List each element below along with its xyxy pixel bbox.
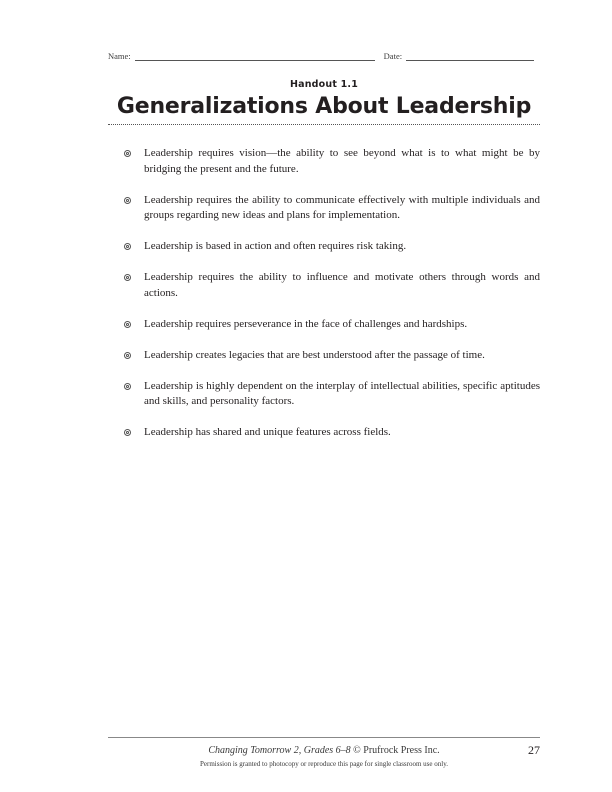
list-item xyxy=(124,239,540,255)
bullet-icon xyxy=(124,274,131,281)
list-item xyxy=(124,425,540,441)
page-number: 27 xyxy=(528,743,540,757)
list-item-text: Leadership is based in action and often requires risk taking. xyxy=(144,240,407,252)
list-item-text: Leadership requires vision—the ability to see beyond what is to what might be by bridging the present and the future. xyxy=(144,147,540,175)
bullet-icon xyxy=(124,321,131,328)
copyright-text: © Prufrock Press Inc. xyxy=(350,745,440,756)
list-item-text: Leadership creates legacies that are best understood after the passage of time. xyxy=(144,348,485,361)
list-item xyxy=(124,146,540,177)
permission-notice: Permission is granted to photocopy or reproduce this page for single classroom use only. xyxy=(200,760,448,768)
book-title: Changing Tomorrow 2, Grades 6–8 xyxy=(208,745,351,756)
handout-number: Handout 1.1 xyxy=(289,79,359,90)
list-item-text: Leadership requires the ability to influence and motivate others through words and actions. xyxy=(144,271,540,299)
list-item-text: Leadership requires perseverance in the face of challenges and hardships. xyxy=(144,317,468,330)
bullet-icon xyxy=(124,150,131,157)
bullet-icon xyxy=(124,383,131,390)
list-item-text: Leadership is highly dependent on the interplay of intellectual abilities, specific aptitudes and skills, and personality factors. xyxy=(144,379,540,407)
list-item xyxy=(124,317,540,333)
footer-divider xyxy=(108,737,540,738)
name-blank xyxy=(135,51,375,61)
title-divider xyxy=(108,124,540,125)
date-blank xyxy=(406,51,534,61)
list-item-text: Leadership has shared and unique features across fields. xyxy=(144,426,391,438)
bullet-icon xyxy=(124,429,131,436)
bullet-icon xyxy=(124,352,131,359)
list-item xyxy=(124,193,540,224)
name-date-line xyxy=(108,47,540,61)
footer-credit xyxy=(108,745,540,756)
list-item xyxy=(124,270,540,301)
name-label: Name: xyxy=(108,51,131,61)
date-label: Date: xyxy=(383,51,403,61)
list-item-text: Leadership requires the ability to communicate effectively with multiple individuals and groups regarding new ideas and plans for implementation. xyxy=(144,193,540,221)
bullet-icon xyxy=(124,197,131,204)
page-title: Generalizations About Leadership xyxy=(116,94,532,119)
list-item xyxy=(124,348,540,364)
generalizations-list xyxy=(124,146,540,456)
list-item xyxy=(124,379,540,410)
bullet-icon xyxy=(124,243,131,250)
